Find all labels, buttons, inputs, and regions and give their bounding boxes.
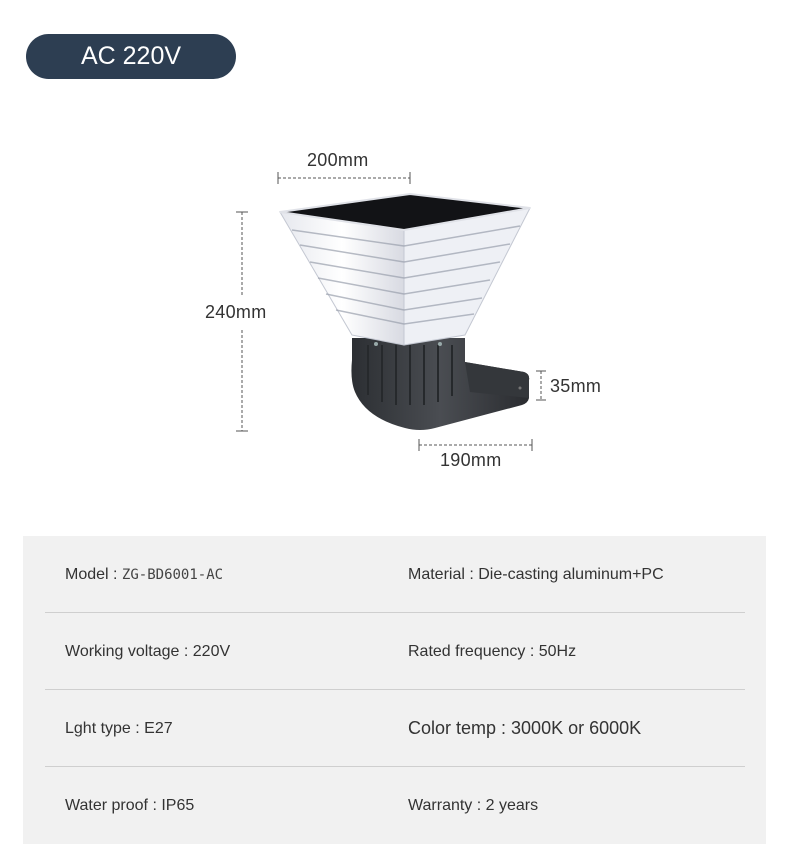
spec-row [45, 690, 745, 767]
warranty-spec: Warranty : 2 years [408, 797, 539, 814]
lamp-illustration [0, 110, 790, 510]
lamp-body [351, 338, 529, 430]
water-proof-spec: Water proof : IP65 [65, 797, 195, 814]
spec-row [45, 536, 745, 613]
color-temp-spec: Color temp : 3000K or 6000K [408, 718, 642, 738]
depth-label: 190mm [440, 450, 502, 470]
frequency-spec: Rated frequency : 50Hz [408, 643, 577, 660]
height-label: 240mm [205, 302, 267, 322]
product-dimension-diagram [0, 110, 790, 510]
spec-row [45, 767, 745, 844]
spec-row [45, 613, 745, 690]
light-type-spec: Lght type : E27 [65, 720, 173, 737]
model-label: Model : [65, 566, 118, 583]
specifications-panel [23, 536, 766, 844]
width-label: 200mm [307, 150, 369, 170]
voltage-spec: Working voltage : 220V [65, 643, 231, 660]
model-value: ZG-BD6001-AC [121, 567, 224, 583]
material-spec: Material : Die-casting aluminum+PC [408, 566, 664, 583]
voltage-badge: AC 220V [26, 34, 236, 79]
lamp-shade [280, 194, 530, 345]
thickness-label: 35mm [550, 376, 602, 396]
model-spec [65, 536, 223, 613]
thickness-dimension-line [536, 371, 546, 400]
width-dimension-line [278, 172, 410, 184]
